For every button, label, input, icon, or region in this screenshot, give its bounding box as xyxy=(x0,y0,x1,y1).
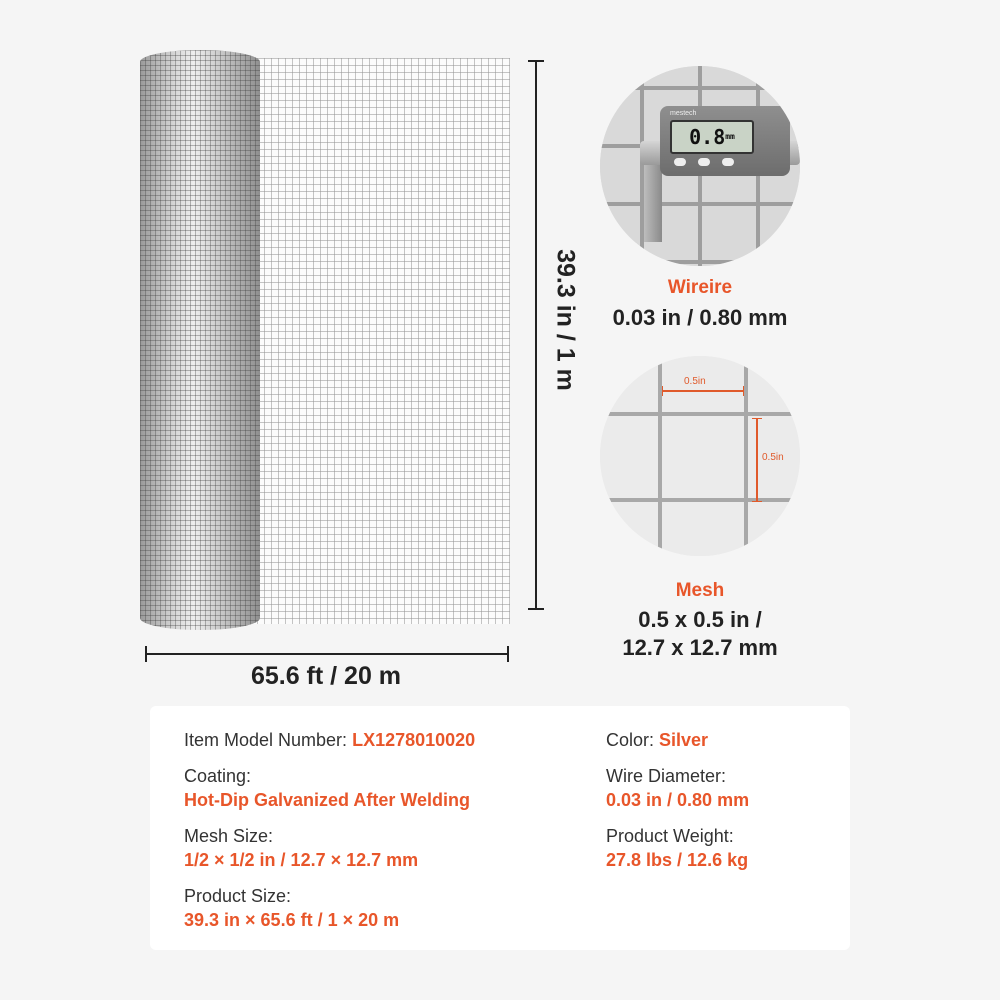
mesh-callout-value-line1: 0.5 x 0.5 in / xyxy=(638,607,762,632)
spec-mesh-size-label: Mesh Size: xyxy=(184,826,274,846)
caliper-reading: 0.8 xyxy=(689,125,726,149)
spec-product-size-value: 39.3 in × 65.6 ft / 1 × 20 m xyxy=(184,910,400,930)
digital-caliper xyxy=(660,106,790,176)
spec-wire-diameter-value: 0.03 in / 0.80 mm xyxy=(606,790,750,810)
mesh-height-indicator xyxy=(756,418,758,502)
height-dimension-cap-bottom xyxy=(528,608,544,610)
caliper-button xyxy=(698,158,710,166)
spec-coating-label: Coating: xyxy=(184,766,252,786)
mesh-size-closeup xyxy=(600,356,800,556)
spec-model-label: Item Model Number: xyxy=(184,730,348,750)
mesh-callout-value-line2: 12.7 x 12.7 mm xyxy=(622,635,778,660)
spec-weight-label: Product Weight: xyxy=(606,826,734,846)
mesh-callout-value xyxy=(570,606,830,662)
spec-mesh-size-value: 1/2 × 1/2 in / 12.7 × 12.7 mm xyxy=(184,850,419,870)
mesh-height-label: 0.5in xyxy=(762,452,784,463)
spec-model-value: LX1278010020 xyxy=(352,730,476,750)
caliper-unit: mm xyxy=(725,132,735,141)
spec-wire-diameter xyxy=(606,764,749,812)
spec-coating xyxy=(184,764,470,812)
rolled-mesh-cylinder xyxy=(140,50,260,630)
width-dimension-label: 65.6 ft / 20 m xyxy=(250,662,402,690)
spec-coating-value: Hot-Dip Galvanized After Welding xyxy=(184,790,471,810)
caliper-button xyxy=(722,158,734,166)
spec-mesh-size xyxy=(184,824,418,872)
spec-color xyxy=(606,728,708,752)
caliper-jaw xyxy=(644,162,662,242)
height-dimension-cap-top xyxy=(528,60,544,62)
wire-caliper-closeup xyxy=(600,66,800,266)
mesh-callout-title: Mesh xyxy=(675,580,725,601)
width-dimension-cap-right xyxy=(507,646,509,662)
wire-callout-value: 0.03 in / 0.80 mm xyxy=(612,305,788,330)
spec-wire-diameter-label: Wire Diameter: xyxy=(606,766,727,786)
spec-weight xyxy=(606,824,748,872)
spec-model xyxy=(184,728,475,752)
wire-callout-title: Wireire xyxy=(667,277,733,298)
spec-color-value: Silver xyxy=(659,730,709,750)
spec-product-size xyxy=(184,884,399,932)
mesh-width-indicator xyxy=(662,390,744,392)
spec-color-label: Color: xyxy=(606,730,655,750)
spec-product-size-label: Product Size: xyxy=(184,886,292,906)
height-dimension-label: 39.3 in / 1 m xyxy=(551,249,580,391)
height-dimension-line xyxy=(535,60,537,610)
spec-card xyxy=(150,706,850,950)
mesh-width-label: 0.5in xyxy=(684,376,706,387)
width-dimension-line xyxy=(145,653,508,655)
unrolled-mesh-sheet xyxy=(250,58,510,624)
width-dimension-cap-left xyxy=(145,646,147,662)
spec-weight-value: 27.8 lbs / 12.6 kg xyxy=(606,850,749,870)
caliper-button xyxy=(674,158,686,166)
caliper-brand: mestech xyxy=(670,110,697,117)
mesh-roll-image xyxy=(140,50,520,630)
caliper-display xyxy=(670,120,754,154)
